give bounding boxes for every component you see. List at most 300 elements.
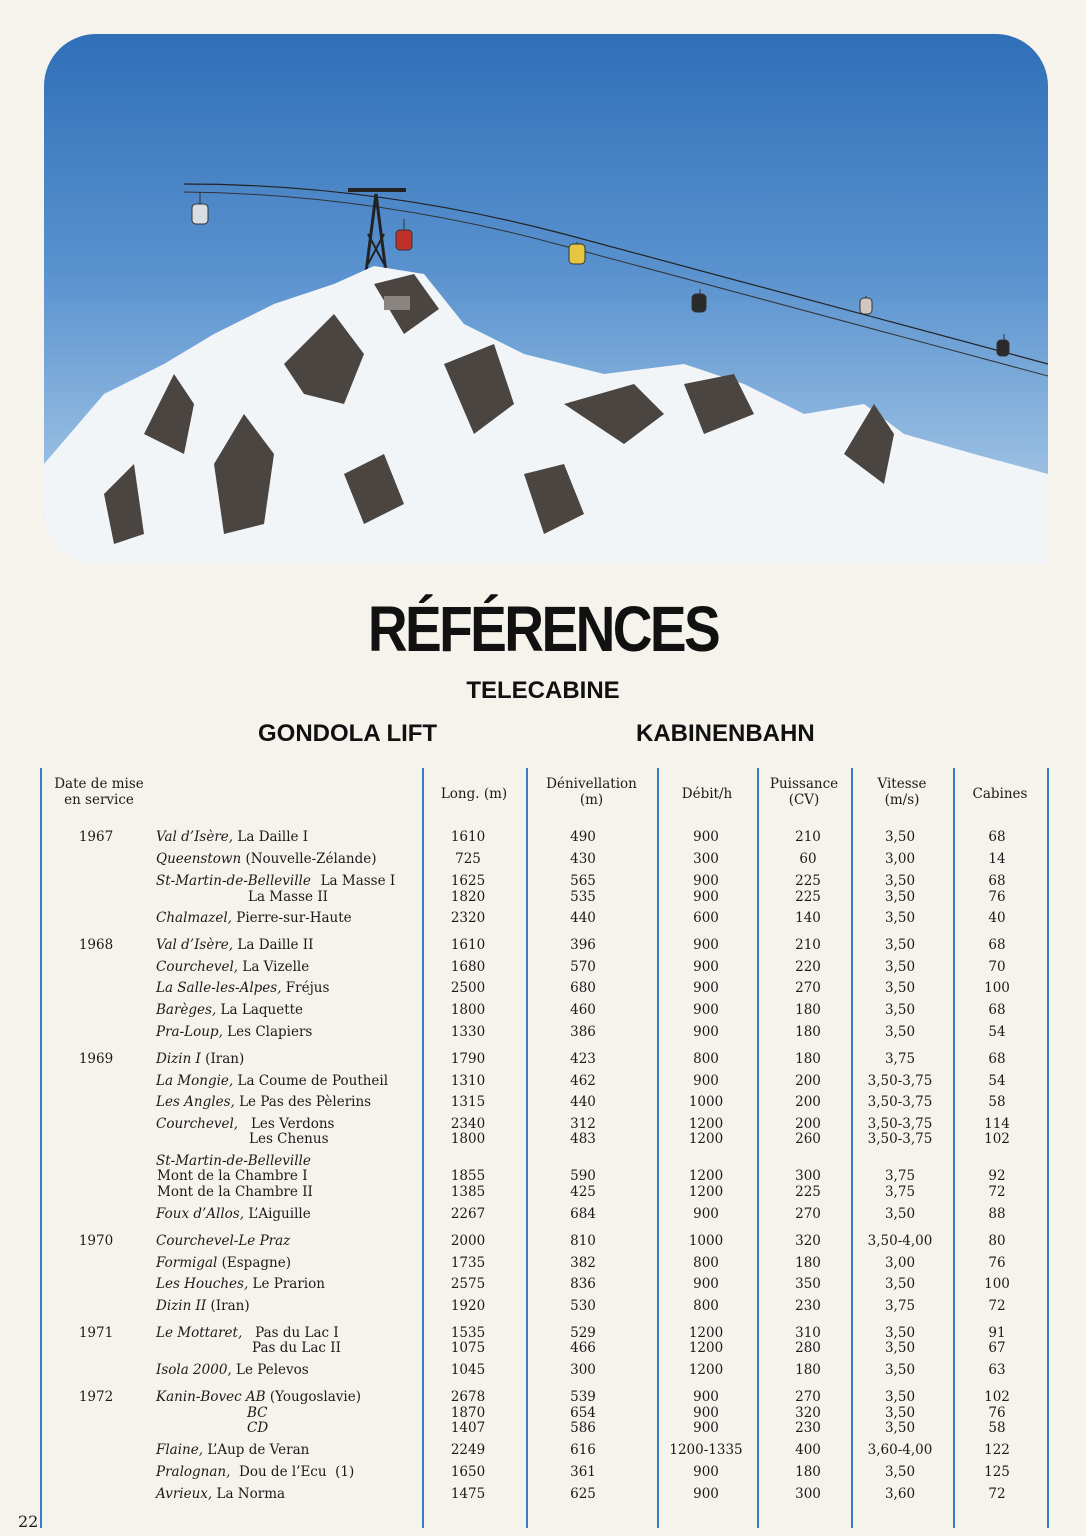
speed-cell: 3,50 <box>884 1464 916 1480</box>
cabins-cell: 63 <box>988 1362 1006 1378</box>
power-cell: 225 <box>795 1184 821 1200</box>
capacity-cell: 1000 <box>688 1094 724 1110</box>
cabins-cell: 54 <box>988 1024 1006 1040</box>
length-cell: 1650 <box>450 1464 486 1480</box>
header-puissance-line2: (CV) <box>788 792 820 808</box>
header-puissance <box>757 776 851 808</box>
length-cell: 1800 <box>450 1002 486 1018</box>
power-cell: 280 <box>795 1340 821 1356</box>
gondola-mountain-illustration <box>44 34 1048 564</box>
elevation-cell: 440 <box>570 910 596 926</box>
location-name: Flaine, <box>156 1442 204 1458</box>
capacity-cell: 900 <box>693 1420 719 1436</box>
capacity-cell: 900 <box>693 1389 719 1405</box>
elevation-cell: 382 <box>570 1255 596 1271</box>
location-cell <box>156 1298 416 1314</box>
location-cell <box>156 980 416 996</box>
speed-cell: 3,75 <box>884 1298 916 1314</box>
cabins-cell: 114 <box>984 1116 1010 1132</box>
subtitle-telecabine: TELECABINE <box>466 677 620 704</box>
location-cell <box>156 1094 416 1110</box>
length-cell: 1075 <box>450 1340 486 1356</box>
length-cell: 2267 <box>450 1206 486 1222</box>
length-cell: 1920 <box>450 1298 486 1314</box>
cabins-cell: 91 <box>988 1325 1006 1341</box>
power-cell: 140 <box>795 910 821 926</box>
power-cell: 270 <box>795 1389 821 1405</box>
location-cell <box>156 1073 416 1089</box>
location-name: Courchevel-Le Praz <box>156 1233 291 1249</box>
power-cell: 60 <box>799 851 817 867</box>
header-vitesse-line2: (m/s) <box>884 792 920 808</box>
page-title: RÉFÉRENCES <box>367 593 719 665</box>
power-cell: 220 <box>795 959 821 975</box>
location-cell <box>156 1362 416 1378</box>
speed-cell: 3,50 <box>884 1206 916 1222</box>
location-cell <box>156 1325 416 1341</box>
cabins-cell: 100 <box>984 980 1010 996</box>
location-cell <box>156 873 416 889</box>
location-detail: Les Verdons <box>238 1116 335 1132</box>
speed-cell: 3,50 <box>884 1420 916 1436</box>
speed-cell: 3,50 <box>884 1389 916 1405</box>
location-name: Kanin-Bovec AB <box>156 1389 266 1405</box>
speed-cell: 3,60-4,00 <box>867 1442 933 1458</box>
power-cell: 270 <box>795 1206 821 1222</box>
location-cell <box>156 959 416 975</box>
cabins-cell: 68 <box>988 937 1006 953</box>
speed-cell: 3,75 <box>884 1168 916 1184</box>
location-name: Val d’Isère, <box>156 937 234 953</box>
location-detail: La Laquette <box>216 1002 304 1018</box>
location-detail: La Coume de Poutheil <box>233 1073 389 1089</box>
location-name: La Mongie, <box>156 1073 234 1089</box>
speed-cell: 3,00 <box>884 851 916 867</box>
year-cell: 1969 <box>78 1051 114 1067</box>
power-cell: 230 <box>795 1420 821 1436</box>
length-cell: 1385 <box>450 1184 486 1200</box>
location-detail: Le Pas des Pèlerins <box>234 1094 372 1110</box>
location-detail: Pierre-sur-Haute <box>231 910 352 926</box>
elevation-cell: 684 <box>570 1206 596 1222</box>
subtitle-kabinenbahn: KABINENBAHN <box>636 720 815 747</box>
capacity-cell: 900 <box>693 873 719 889</box>
capacity-cell: 900 <box>693 1405 719 1421</box>
power-cell: 210 <box>795 937 821 953</box>
location-name: BC <box>247 1405 268 1421</box>
cabins-cell: 102 <box>984 1131 1010 1147</box>
speed-cell: 3,50 <box>884 910 916 926</box>
elevation-cell: 440 <box>570 1094 596 1110</box>
location-name: Pra-Loup, <box>156 1024 223 1040</box>
location-name: Isola 2000, <box>156 1362 232 1378</box>
location-detail: La Norma <box>212 1486 286 1502</box>
header-date <box>44 776 154 808</box>
elevation-cell: 836 <box>570 1276 596 1292</box>
length-cell: 1407 <box>450 1420 486 1436</box>
location-detail: Le Prarion <box>248 1276 325 1292</box>
location-detail: La Daille II <box>233 937 314 953</box>
cabins-cell: 76 <box>988 1405 1006 1421</box>
location-name: St-Martin-de-Belleville <box>156 1153 311 1169</box>
year-cell: 1971 <box>78 1325 114 1341</box>
location-detail: La Daille I <box>233 829 309 845</box>
location-detail: Mont de la Chambre I <box>157 1168 308 1184</box>
speed-cell: 3,50-3,75 <box>867 1131 933 1147</box>
power-cell: 225 <box>795 889 821 905</box>
capacity-cell: 900 <box>693 1206 719 1222</box>
elevation-cell: 396 <box>570 937 596 953</box>
location-cell <box>247 1405 507 1421</box>
speed-cell: 3,60 <box>884 1486 916 1502</box>
power-cell: 180 <box>795 1002 821 1018</box>
header-puissance-line1: Puissance <box>769 776 839 792</box>
gondola-photo <box>44 34 1048 564</box>
cabins-cell: 40 <box>988 910 1006 926</box>
elevation-cell: 530 <box>570 1298 596 1314</box>
location-detail: (Iran) <box>200 1051 245 1067</box>
location-cell <box>247 1420 507 1436</box>
capacity-cell: 900 <box>693 1024 719 1040</box>
cabins-cell: 100 <box>984 1276 1010 1292</box>
location-name: Courchevel, <box>156 1116 239 1132</box>
location-name: St-Martin-de-Belleville <box>156 873 311 889</box>
speed-cell: 3,50-3,75 <box>867 1094 933 1110</box>
capacity-cell: 1200 <box>688 1362 724 1378</box>
capacity-cell: 1000 <box>688 1233 724 1249</box>
location-name: Les Houches, <box>156 1276 249 1292</box>
capacity-cell: 1200 <box>688 1184 724 1200</box>
elevation-cell: 430 <box>570 851 596 867</box>
power-cell: 260 <box>795 1131 821 1147</box>
length-cell: 2320 <box>450 910 486 926</box>
location-cell <box>157 1184 417 1200</box>
capacity-cell: 900 <box>693 1073 719 1089</box>
capacity-cell: 900 <box>693 959 719 975</box>
location-cell <box>156 1486 416 1502</box>
power-cell: 180 <box>795 1362 821 1378</box>
location-name: Foux d’Allos, <box>156 1206 245 1222</box>
cabins-cell: 72 <box>988 1486 1006 1502</box>
column-divider <box>757 768 759 1528</box>
location-name: Dizin I <box>156 1051 201 1067</box>
cabins-cell: 58 <box>988 1420 1006 1436</box>
year-cell: 1970 <box>78 1233 114 1249</box>
location-name: CD <box>247 1420 269 1436</box>
location-name: Le Mottaret, <box>156 1325 243 1341</box>
length-cell: 2249 <box>450 1442 486 1458</box>
location-cell <box>156 1276 416 1292</box>
length-cell: 1625 <box>450 873 486 889</box>
cabins-cell: 76 <box>988 889 1006 905</box>
location-cell <box>156 1464 416 1480</box>
location-cell <box>248 889 508 905</box>
cabins-cell: 88 <box>988 1206 1006 1222</box>
location-detail: La Masse I <box>312 873 396 889</box>
length-cell: 1535 <box>450 1325 486 1341</box>
elevation-cell: 466 <box>570 1340 596 1356</box>
location-cell <box>156 1233 416 1249</box>
location-detail: (Espagne) <box>217 1255 291 1271</box>
length-cell: 1870 <box>450 1405 486 1421</box>
location-cell <box>156 937 416 953</box>
elevation-cell: 483 <box>570 1131 596 1147</box>
location-name: La Salle-les-Alpes, <box>156 980 282 996</box>
length-cell: 2678 <box>450 1389 486 1405</box>
location-detail: Pas du Lac I <box>242 1325 339 1341</box>
speed-cell: 3,50 <box>884 1276 916 1292</box>
speed-cell: 3,50 <box>884 1362 916 1378</box>
location-detail: Mont de la Chambre II <box>157 1184 313 1200</box>
length-cell: 1855 <box>450 1168 486 1184</box>
length-cell: 1820 <box>450 889 486 905</box>
elevation-cell: 570 <box>570 959 596 975</box>
location-name: Val d’Isère, <box>156 829 234 845</box>
power-cell: 230 <box>795 1298 821 1314</box>
elevation-cell: 300 <box>570 1362 596 1378</box>
capacity-cell: 900 <box>693 829 719 845</box>
power-cell: 180 <box>795 1024 821 1040</box>
cabins-cell: 122 <box>984 1442 1010 1458</box>
elevation-cell: 425 <box>570 1184 596 1200</box>
power-cell: 270 <box>795 980 821 996</box>
length-cell: 1310 <box>450 1073 486 1089</box>
location-cell <box>157 1168 417 1184</box>
capacity-cell: 1200-1335 <box>669 1442 743 1458</box>
cabins-cell: 102 <box>984 1389 1010 1405</box>
location-detail: (Nouvelle-Zélande) <box>241 851 377 867</box>
cabins-cell: 67 <box>988 1340 1006 1356</box>
cabins-cell: 80 <box>988 1233 1006 1249</box>
elevation-cell: 312 <box>570 1116 596 1132</box>
header-debit: Débit/h <box>681 786 733 802</box>
power-cell: 180 <box>795 1051 821 1067</box>
location-detail: Pas du Lac II <box>252 1340 341 1356</box>
power-cell: 225 <box>795 873 821 889</box>
column-divider <box>1047 768 1049 1528</box>
location-name: Chalmazel, <box>156 910 232 926</box>
location-cell <box>156 1442 416 1458</box>
elevation-cell: 616 <box>570 1442 596 1458</box>
location-cell <box>156 829 416 845</box>
capacity-cell: 1200 <box>688 1116 724 1132</box>
elevation-cell: 565 <box>570 873 596 889</box>
location-detail: (Yougoslavie) <box>265 1389 361 1405</box>
location-cell <box>156 1389 416 1405</box>
capacity-cell: 900 <box>693 1464 719 1480</box>
capacity-cell: 300 <box>693 851 719 867</box>
cabins-cell: 68 <box>988 1051 1006 1067</box>
location-cell <box>156 1116 416 1132</box>
location-name: Les Angles, <box>156 1094 235 1110</box>
speed-cell: 3,50 <box>884 1002 916 1018</box>
length-cell: 725 <box>455 851 481 867</box>
location-detail: L’Aup de Veran <box>203 1442 310 1458</box>
speed-cell: 3,50 <box>884 937 916 953</box>
power-cell: 180 <box>795 1464 821 1480</box>
power-cell: 180 <box>795 1255 821 1271</box>
location-cell <box>249 1131 509 1147</box>
capacity-cell: 800 <box>693 1298 719 1314</box>
elevation-cell: 654 <box>570 1405 596 1421</box>
capacity-cell: 1200 <box>688 1340 724 1356</box>
cabins-cell: 68 <box>988 829 1006 845</box>
power-cell: 300 <box>795 1168 821 1184</box>
elevation-cell: 625 <box>570 1486 596 1502</box>
cabins-cell: 92 <box>988 1168 1006 1184</box>
location-cell <box>156 1206 416 1222</box>
elevation-cell: 386 <box>570 1024 596 1040</box>
length-cell: 1315 <box>450 1094 486 1110</box>
elevation-cell: 535 <box>570 889 596 905</box>
length-cell: 1735 <box>450 1255 486 1271</box>
speed-cell: 3,75 <box>884 1184 916 1200</box>
elevation-cell: 361 <box>570 1464 596 1480</box>
capacity-cell: 900 <box>693 1002 719 1018</box>
capacity-cell: 1200 <box>688 1325 724 1341</box>
speed-cell: 3,50 <box>884 873 916 889</box>
location-cell <box>252 1340 512 1356</box>
location-detail: Le Pelevos <box>231 1362 309 1378</box>
location-cell <box>156 1051 416 1067</box>
capacity-cell: 800 <box>693 1255 719 1271</box>
cabins-cell: 76 <box>988 1255 1006 1271</box>
capacity-cell: 900 <box>693 1486 719 1502</box>
elevation-cell: 460 <box>570 1002 596 1018</box>
length-cell: 2340 <box>450 1116 486 1132</box>
location-name: Barèges, <box>156 1002 217 1018</box>
speed-cell: 3,00 <box>884 1255 916 1271</box>
location-detail: L’Aiguille <box>244 1206 311 1222</box>
capacity-cell: 600 <box>693 910 719 926</box>
location-name: Formigal <box>156 1255 218 1271</box>
location-cell <box>156 910 416 926</box>
length-cell: 1610 <box>450 829 486 845</box>
header-long: Long. (m) <box>440 786 508 802</box>
capacity-cell: 900 <box>693 1276 719 1292</box>
elevation-cell: 586 <box>570 1420 596 1436</box>
location-cell <box>156 1002 416 1018</box>
capacity-cell: 1200 <box>688 1168 724 1184</box>
cabins-cell: 72 <box>988 1298 1006 1314</box>
location-detail: La Masse II <box>248 889 328 905</box>
location-cell <box>156 1255 416 1271</box>
cabins-cell: 68 <box>988 873 1006 889</box>
length-cell: 2000 <box>450 1233 486 1249</box>
power-cell: 300 <box>795 1486 821 1502</box>
location-detail: Fréjus <box>281 980 330 996</box>
header-den-line2: (m) <box>579 792 604 808</box>
length-cell: 1610 <box>450 937 486 953</box>
capacity-cell: 1200 <box>688 1131 724 1147</box>
location-detail: (Iran) <box>206 1298 250 1314</box>
elevation-cell: 810 <box>570 1233 596 1249</box>
length-cell: 1475 <box>450 1486 486 1502</box>
length-cell: 1330 <box>450 1024 486 1040</box>
elevation-cell: 539 <box>570 1389 596 1405</box>
length-cell: 1680 <box>450 959 486 975</box>
header-cabines: Cabines <box>972 786 1028 802</box>
year-cell: 1968 <box>78 937 114 953</box>
speed-cell: 3,50-3,75 <box>867 1116 933 1132</box>
location-detail: Les Clapiers <box>222 1024 313 1040</box>
speed-cell: 3,50 <box>884 959 916 975</box>
power-cell: 310 <box>795 1325 821 1341</box>
year-cell: 1967 <box>78 829 114 845</box>
speed-cell: 3,50 <box>884 1340 916 1356</box>
capacity-cell: 800 <box>693 1051 719 1067</box>
length-cell: 2575 <box>450 1276 486 1292</box>
speed-cell: 3,50 <box>884 1325 916 1341</box>
elevation-cell: 680 <box>570 980 596 996</box>
speed-cell: 3,50 <box>884 1405 916 1421</box>
power-cell: 200 <box>795 1073 821 1089</box>
speed-cell: 3,75 <box>884 1051 916 1067</box>
speed-cell: 3,50 <box>884 980 916 996</box>
elevation-cell: 529 <box>570 1325 596 1341</box>
header-date-line1: Date de mise <box>54 776 144 792</box>
length-cell: 1045 <box>450 1362 486 1378</box>
length-cell: 1800 <box>450 1131 486 1147</box>
location-cell <box>156 1024 416 1040</box>
speed-cell: 3,50 <box>884 829 916 845</box>
elevation-cell: 490 <box>570 829 596 845</box>
speed-cell: 3,50 <box>884 889 916 905</box>
header-denivellation <box>526 776 657 808</box>
speed-cell: 3,50-3,75 <box>867 1073 933 1089</box>
header-vitesse-line1: Vitesse <box>877 776 927 792</box>
cabins-cell: 14 <box>988 851 1006 867</box>
location-name: Dizin II <box>156 1298 207 1314</box>
location-detail: Dou de l’Ecu (1) <box>230 1464 355 1480</box>
header-vitesse <box>851 776 953 808</box>
location-name: Queenstown <box>156 851 242 867</box>
year-cell: 1972 <box>78 1389 114 1405</box>
power-cell: 350 <box>795 1276 821 1292</box>
subtitle-gondola-lift: GONDOLA LIFT <box>258 720 438 747</box>
header-den-line1: Dénivellation <box>546 776 637 792</box>
power-cell: 210 <box>795 829 821 845</box>
power-cell: 320 <box>795 1233 821 1249</box>
location-cell <box>156 851 416 867</box>
cabins-cell: 125 <box>984 1464 1010 1480</box>
speed-cell: 3,50-4,00 <box>867 1233 933 1249</box>
location-detail: La Vizelle <box>238 959 310 975</box>
location-name: Pralognan, <box>156 1464 231 1480</box>
elevation-cell: 590 <box>570 1168 596 1184</box>
power-cell: 200 <box>795 1094 821 1110</box>
length-cell: 2500 <box>450 980 486 996</box>
power-cell: 200 <box>795 1116 821 1132</box>
elevation-cell: 462 <box>570 1073 596 1089</box>
cabins-cell: 72 <box>988 1184 1006 1200</box>
location-name: Courchevel, <box>156 959 239 975</box>
cabins-cell: 70 <box>988 959 1006 975</box>
cabins-cell: 54 <box>988 1073 1006 1089</box>
elevation-cell: 423 <box>570 1051 596 1067</box>
page-number: 22 <box>18 1512 39 1531</box>
power-cell: 400 <box>795 1442 821 1458</box>
column-divider <box>40 768 42 1528</box>
location-cell <box>156 1153 416 1169</box>
capacity-cell: 900 <box>693 980 719 996</box>
capacity-cell: 900 <box>693 889 719 905</box>
speed-cell: 3,50 <box>884 1024 916 1040</box>
power-cell: 320 <box>795 1405 821 1421</box>
header-date-line2: en service <box>64 792 134 808</box>
cabins-cell: 58 <box>988 1094 1006 1110</box>
capacity-cell: 900 <box>693 937 719 953</box>
